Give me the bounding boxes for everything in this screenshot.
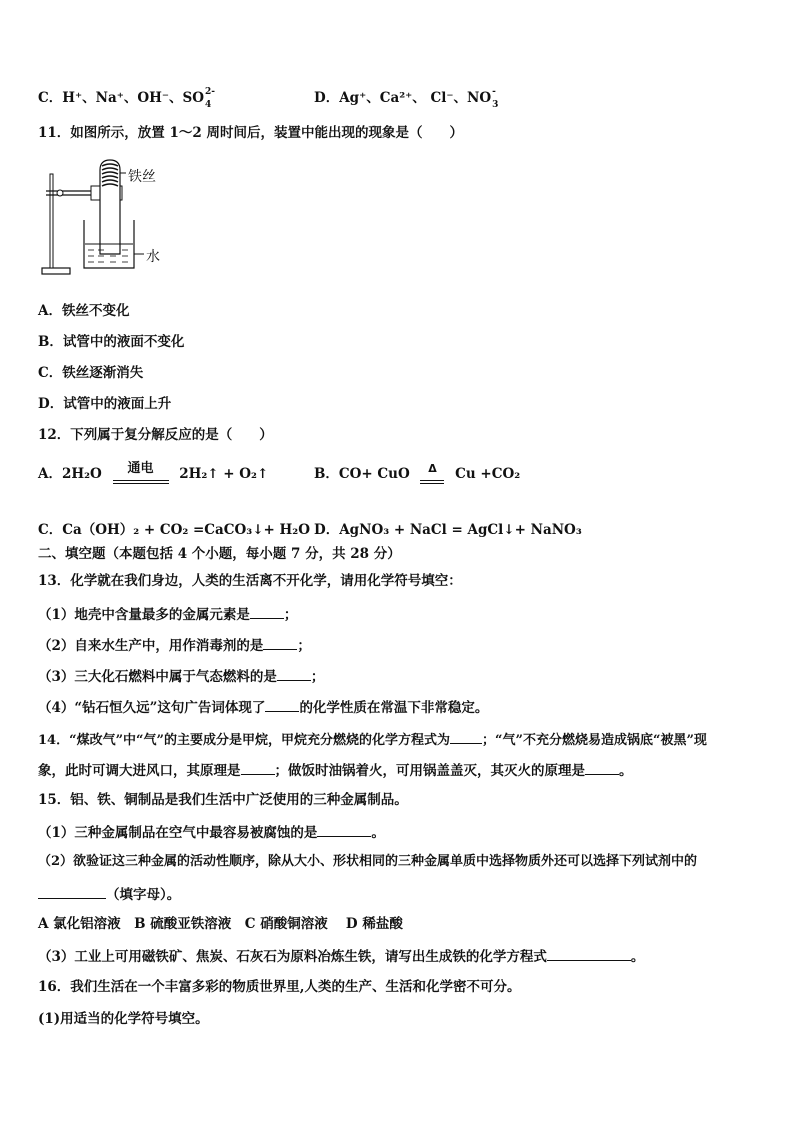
- answer-blank[interactable]: [450, 729, 482, 744]
- q14-line1: 14．“煤改气”中“气”的主要成分是甲烷，甲烷充分燃烧的化学方程式为 ；“气”不充分燃烧易造成锅底“被黑”现: [38, 729, 764, 750]
- section-heading: 二、填空题（本题包括 4 个小题，每小题 7 分，共 28 分）: [38, 546, 401, 562]
- q11-option-a: A．铁丝不变化: [38, 303, 130, 319]
- answer-blank[interactable]: [317, 822, 371, 837]
- q13-part2: （2）自来水生产中，用作消毒剂的是 ；: [38, 635, 764, 655]
- q15-stem: 15．铝、铁、铜制品是我们生活中广泛使用的三种金属制品。: [38, 792, 408, 808]
- q15-choices: A 氯化铝溶液 B 硫酸亚铁溶液 C 硝酸铜溶液 D 稀盐酸: [38, 916, 403, 932]
- stand-base: [42, 268, 70, 274]
- answer-blank[interactable]: [250, 604, 284, 619]
- label-water: 水: [146, 249, 160, 265]
- q15-part2-cont: （填字母）。: [38, 884, 764, 904]
- q10-option-d: [314, 86, 499, 110]
- q12-option-b: [314, 461, 521, 484]
- q12-option-d: D．AgNO₃ + NaCl = AgCl↓+ NaNO₃: [314, 522, 582, 538]
- q11-option-c: C．铁丝逐渐消失: [38, 365, 144, 381]
- q14-line2: 象，此时可调大进风口，其原理是 ；做饭时油锅着火，可用锅盖盖灭，其灭火的原理是 。: [38, 760, 764, 780]
- q12-b-products: Cu +CO₂: [455, 466, 521, 482]
- q11-option-b: B．试管中的液面不变化: [38, 334, 185, 350]
- q12-option-a: [38, 460, 269, 484]
- q16-stem: 16．我们生活在一个丰富多彩的物质世界里,人类的生产、生活和化学密不可分。: [38, 979, 521, 995]
- q10-option-c-text: C．H⁺、Na⁺、OH⁻、SO: [38, 90, 204, 106]
- q13-stem: 13．化学就在我们身边，人类的生活离不开化学，请用化学符号填空：: [38, 573, 462, 589]
- q13-part1: （1）地壳中含量最多的金属元素是 ；: [38, 604, 764, 624]
- answer-blank[interactable]: [277, 666, 311, 681]
- q12-a-reactants: A．2H₂O: [38, 466, 102, 482]
- answer-blank[interactable]: [585, 760, 619, 775]
- q12-b-reactants: B．CO+ CuO: [314, 466, 410, 482]
- q15-part3: （3）工业上可用磁铁矿、焦炭、石灰石为原料冶炼生铁，请写出生成铁的化学方程式 。: [38, 946, 764, 966]
- reaction-arrow-heat: Δ: [420, 466, 444, 484]
- answer-blank[interactable]: [265, 697, 299, 712]
- q13-part4: （4）“钻石恒久远”这句广告词体现了 的化学性质在常温下非常稳定。: [38, 697, 764, 717]
- label-iron-wire: 铁丝: [128, 169, 156, 185]
- q13-part3: （3）三大化石燃料中属于气态燃料的是 ；: [38, 666, 764, 686]
- reaction-arrow-electrolysis: 通电: [113, 466, 169, 484]
- q12-a-products: 2H₂↑ + O₂↑: [179, 466, 269, 482]
- sulfate-charge: 2- 4: [205, 86, 215, 110]
- answer-blank[interactable]: [241, 760, 275, 775]
- q15-part2: （2）欲验证这三种金属的活动性顺序，除从大小、形状相同的三种金属单质中选择物质外还可以选择下列试剂中的: [38, 854, 698, 869]
- q15-part1: （1）三种金属制品在空气中最容易被腐蚀的是 。: [38, 822, 764, 842]
- answer-blank[interactable]: [547, 946, 631, 961]
- nitrate-charge: - 3: [492, 86, 499, 110]
- answer-blank[interactable]: [38, 884, 106, 899]
- q12-option-c: C．Ca（OH）₂ + CO₂ =CaCO₃↓+ H₂O: [38, 522, 310, 538]
- q10-option-d-text: D．Ag⁺、Ca²⁺、 Cl⁻、NO: [314, 90, 492, 106]
- q11-option-d: D．试管中的液面上升: [38, 396, 172, 412]
- q11-stem: 11．如图所示，放置 1～2 周时间后，装置中能出现的现象是（ ）: [38, 125, 463, 141]
- q10-option-c: [38, 86, 215, 110]
- q16-part1: (1)用适当的化学符号填空。: [38, 1011, 209, 1027]
- stand-rod: [50, 174, 53, 268]
- q12-stem: 12．下列属于复分解反应的是（ ）: [38, 427, 273, 443]
- answer-blank[interactable]: [263, 635, 297, 650]
